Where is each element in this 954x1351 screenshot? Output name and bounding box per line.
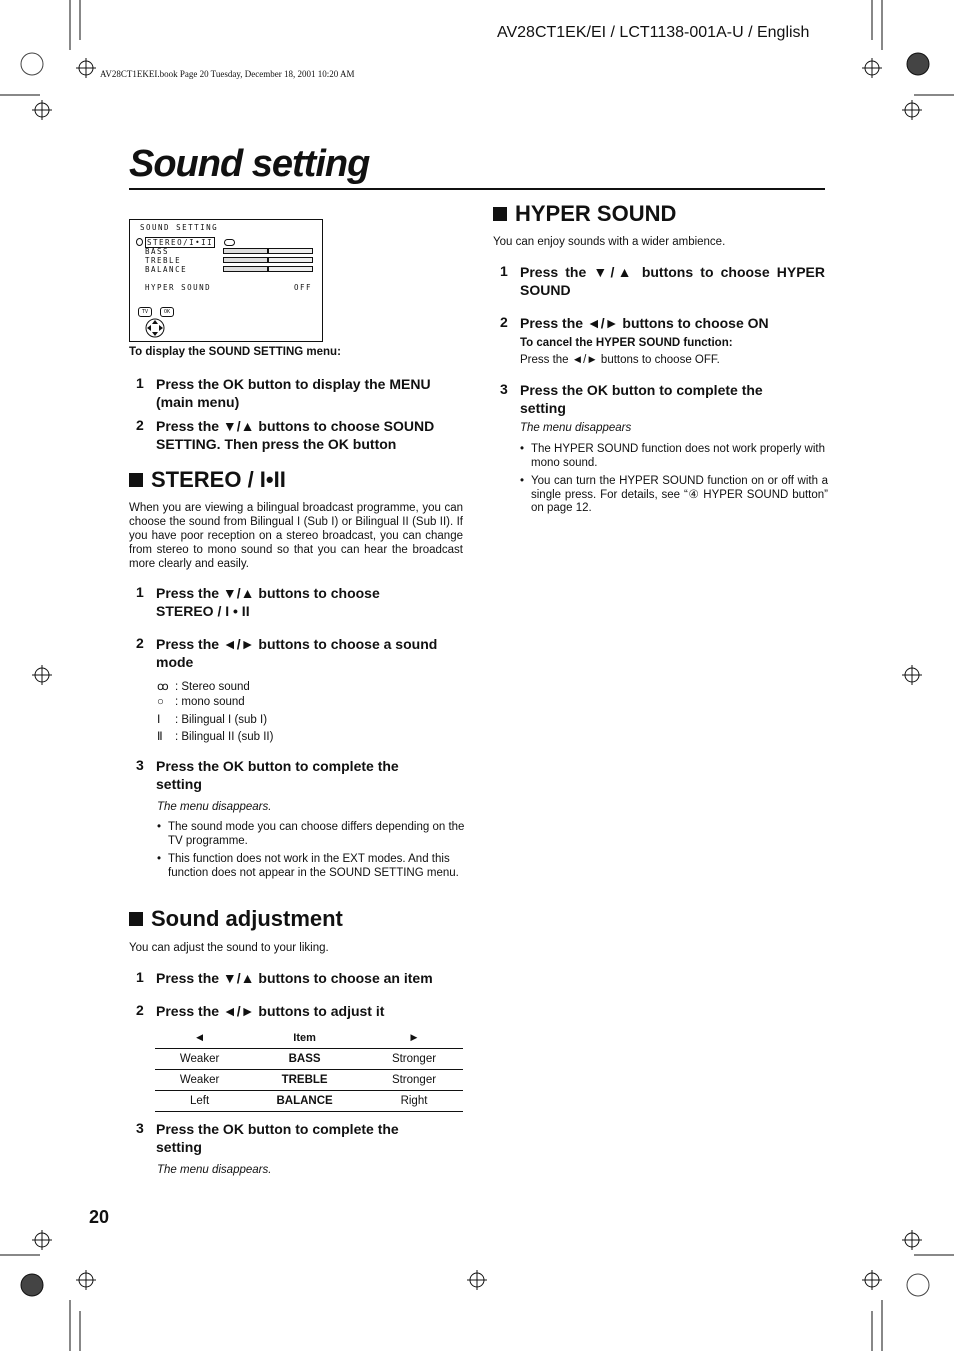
step-number: 1 <box>136 969 144 985</box>
step-number: 2 <box>500 314 508 330</box>
step-text: Press the ▼/▲ buttons to choose STEREO / I • II <box>156 585 380 619</box>
mode-label: : Stereo sound <box>175 681 250 693</box>
note-item: • This function does not work in the EXT modes. And this function does not appear in the SOUND SETTING menu. <box>157 853 466 880</box>
table-cell: Weaker <box>155 1049 244 1070</box>
dpad-icon <box>140 317 170 339</box>
osd-title: SOUND SETTING <box>140 223 219 232</box>
osd-item-treble: TREBLE <box>145 256 182 265</box>
page-number: 20 <box>89 1207 110 1227</box>
heading-square-icon <box>129 912 143 926</box>
osd-caption: To display the SOUND SETTING menu: <box>129 346 341 358</box>
table-header-cell: Item <box>293 1032 316 1044</box>
stereo-heading <box>129 467 286 493</box>
table-header <box>155 1028 463 1049</box>
step-text: Press the OK button to display the MENU (main menu) <box>156 376 431 410</box>
bilingual-1-symbol-icon: Ⅰ <box>157 714 161 726</box>
hyper-body: You can enjoy sounds with a wider ambience. <box>493 236 726 248</box>
step-number: 3 <box>500 381 508 397</box>
step-number: 3 <box>136 1120 144 1136</box>
step-number: 1 <box>136 375 144 391</box>
step-text: Press the ◄/► buttons to choose ON <box>520 315 769 331</box>
mode-label: : Bilingual II (sub II) <box>175 731 274 743</box>
mono-indicator-icon <box>136 238 143 246</box>
table-cell: TREBLE <box>244 1070 365 1091</box>
bilingual-2-symbol-icon: Ⅱ <box>157 731 163 743</box>
mode-row <box>157 729 273 743</box>
mode-row <box>157 679 250 693</box>
osd-menu <box>129 219 323 342</box>
table-cell: BALANCE <box>244 1091 365 1112</box>
table-cell: Weaker <box>155 1070 244 1091</box>
mono-symbol-icon: ○ <box>157 696 164 708</box>
table-cell: BASS <box>244 1049 365 1070</box>
step-number: 3 <box>136 757 144 773</box>
sound-mode-icon <box>224 239 235 246</box>
hyper-heading-text: HYPER SOUND <box>515 201 677 226</box>
table-cell: Right <box>365 1091 463 1112</box>
osd-tv-button: TV <box>138 307 152 317</box>
table-row <box>155 1091 463 1112</box>
step-text: Press the OK button to complete the setting <box>156 758 399 792</box>
table-row <box>155 1070 463 1091</box>
step-text: Press the ▼/▲ buttons to choose HYPER SOUND <box>520 264 825 298</box>
step-number: 1 <box>500 263 508 279</box>
adjust-heading <box>129 906 343 932</box>
title-rule <box>129 188 825 190</box>
step-text: Press the ◄/► buttons to adjust it <box>156 1003 385 1019</box>
step-text: Press the OK button to complete the setting <box>520 382 763 416</box>
balance-bar <box>223 266 313 272</box>
step-text: Press the OK button to complete the setting <box>156 1121 399 1155</box>
step-number: 2 <box>136 635 144 651</box>
mode-label: : mono sound <box>175 696 245 708</box>
hyper-heading <box>493 201 676 227</box>
page-title: Sound setting <box>129 143 370 185</box>
doc-id: AV28CT1EK/EI / LCT1138-001A-U / English <box>497 24 810 41</box>
step-text: Press the ▼/▲ buttons to choose SOUND SETTING. Then press the OK button <box>156 418 435 452</box>
osd-item-hyper: HYPER SOUND <box>145 283 212 292</box>
step-text: Press the ▼/▲ buttons to choose an item <box>156 970 433 986</box>
heading-square-icon <box>129 473 143 487</box>
table-cell: Stronger <box>365 1070 463 1091</box>
step-number: 2 <box>136 417 144 433</box>
step-number: 1 <box>136 584 144 600</box>
bass-bar <box>223 248 313 254</box>
osd-item-bass: BASS <box>145 247 170 256</box>
table-row <box>155 1049 463 1070</box>
right-arrow-icon: ► <box>408 1032 420 1044</box>
cancel-title: To cancel the HYPER SOUND function: <box>520 337 733 349</box>
result-text: The menu disappears. <box>157 1164 272 1176</box>
result-text: The menu disappears <box>520 422 632 434</box>
osd-ok-button: OK <box>160 307 174 317</box>
osd-item-balance: BALANCE <box>145 265 188 274</box>
note-item: • The sound mode you can choose differs depending on the TV programme. <box>157 821 466 848</box>
adjust-heading-text: Sound adjustment <box>151 906 343 931</box>
step-number: 2 <box>136 1002 144 1018</box>
book-line: AV28CT1EKEI.book Page 20 Tuesday, December 18, 2001 10:20 AM <box>100 69 355 79</box>
note-item: • You can turn the HYPER SOUND function on or off with a single press. For details, see “④ HYPER SOUND button” on page 12. <box>520 475 828 516</box>
stereo-heading-text: STEREO / I•II <box>151 467 286 492</box>
cancel-text: Press the ◄/► buttons to choose OFF. <box>520 354 720 366</box>
mode-label: : Bilingual I (sub I) <box>175 714 268 726</box>
heading-square-icon <box>493 207 507 221</box>
adjust-body: You can adjust the sound to your liking. <box>129 942 329 954</box>
table-cell: Stronger <box>365 1049 463 1070</box>
treble-bar <box>223 257 313 263</box>
note-item: • The HYPER SOUND function does not work properly with mono sound. <box>520 443 828 470</box>
osd-hyper-value: OFF <box>294 283 313 292</box>
adjust-table <box>155 1028 463 1112</box>
left-arrow-icon: ◄ <box>193 1032 206 1044</box>
mode-row <box>157 712 267 726</box>
stereo-body: When you are viewing a bilingual broadcast programme, you can choose the sound from Bilingual I (Sub I) or Bilingual II (Sub II). If you have poor reception on a stereo broadcast, you can change from stereo to mono sound so that you can hear the broadcast more clearly and easily. <box>129 502 463 570</box>
stereo-symbol-icon: ꝏ <box>157 681 169 693</box>
mode-row <box>157 696 245 708</box>
step-text: Press the ◄/► buttons to choose a sound mode <box>156 636 438 670</box>
table-cell: Left <box>155 1091 244 1112</box>
osd-item-stereo: STEREO/I•II <box>147 238 214 247</box>
result-text: The menu disappears. <box>157 801 272 813</box>
